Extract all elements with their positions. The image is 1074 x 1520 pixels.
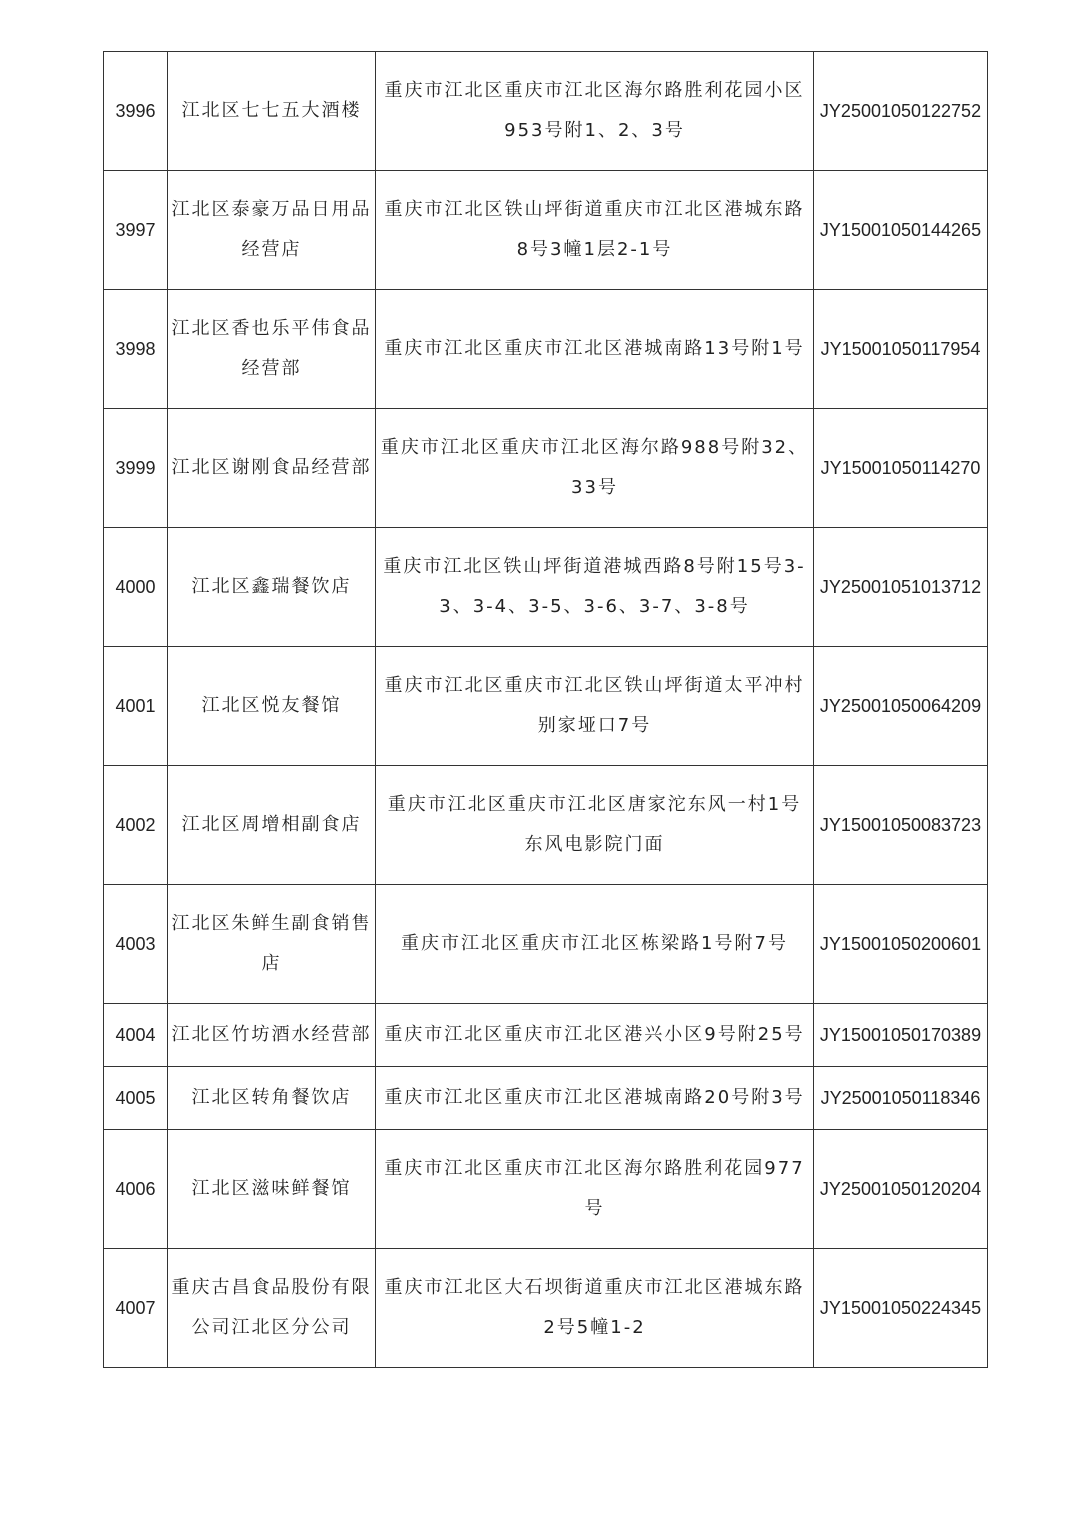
business-address: 重庆市江北区重庆市江北区港城南路20号附3号: [376, 1067, 814, 1130]
row-number: 3998: [104, 290, 168, 409]
table-row: [104, 52, 988, 171]
business-address: 重庆市江北区重庆市江北区港兴小区9号附25号: [376, 1004, 814, 1067]
business-address: 重庆市江北区铁山坪街道重庆市江北区港城东路8号3幢1层2-1号: [376, 171, 814, 290]
business-name: 江北区滋味鲜餐馆: [168, 1130, 376, 1249]
row-number: 3997: [104, 171, 168, 290]
row-number: 4000: [104, 528, 168, 647]
row-number: 3996: [104, 52, 168, 171]
business-name: 江北区转角餐饮店: [168, 1067, 376, 1130]
business-address: 重庆市江北区重庆市江北区唐家沱东风一村1号东风电影院门面: [376, 766, 814, 885]
row-number: 4007: [104, 1249, 168, 1368]
business-address: 重庆市江北区重庆市江北区海尔路988号附32、33号: [376, 409, 814, 528]
license-number: JY15001050144265: [814, 171, 988, 290]
row-number: 4005: [104, 1067, 168, 1130]
table-row: [104, 1067, 988, 1130]
business-name: 江北区香也乐平伟食品经营部: [168, 290, 376, 409]
table-row: [104, 1249, 988, 1368]
business-license-table: [103, 51, 988, 1368]
business-name: 重庆古昌食品股份有限公司江北区分公司: [168, 1249, 376, 1368]
business-name: 江北区谢刚食品经营部: [168, 409, 376, 528]
business-name: 江北区朱鲜生副食销售店: [168, 885, 376, 1004]
license-number: JY15001050170389: [814, 1004, 988, 1067]
license-number: JY15001050200601: [814, 885, 988, 1004]
business-name: 江北区七七五大酒楼: [168, 52, 376, 171]
table-row: [104, 766, 988, 885]
business-address: 重庆市江北区重庆市江北区铁山坪街道太平冲村别家垭口7号: [376, 647, 814, 766]
row-number: 4001: [104, 647, 168, 766]
table-row: [104, 409, 988, 528]
license-number: JY25001050120204: [814, 1130, 988, 1249]
business-name: 江北区鑫瑞餐饮店: [168, 528, 376, 647]
row-number: 4004: [104, 1004, 168, 1067]
business-name: 江北区周增相副食店: [168, 766, 376, 885]
table-row: [104, 647, 988, 766]
business-address: 重庆市江北区大石坝街道重庆市江北区港城东路2号5幢1-2: [376, 1249, 814, 1368]
license-number: JY25001050118346: [814, 1067, 988, 1130]
license-number: JY15001050117954: [814, 290, 988, 409]
table-row: [104, 528, 988, 647]
license-number: JY15001050114270: [814, 409, 988, 528]
license-number: JY15001050083723: [814, 766, 988, 885]
row-number: 4006: [104, 1130, 168, 1249]
table-row: [104, 1130, 988, 1249]
business-address: 重庆市江北区重庆市江北区港城南路13号附1号: [376, 290, 814, 409]
row-number: 4003: [104, 885, 168, 1004]
table-row: [104, 290, 988, 409]
business-address: 重庆市江北区铁山坪街道港城西路8号附15号3-3、3-4、3-5、3-6、3-7、3-8号: [376, 528, 814, 647]
table-row: [104, 1004, 988, 1067]
business-name: 江北区悦友餐馆: [168, 647, 376, 766]
business-address: 重庆市江北区重庆市江北区栋梁路1号附7号: [376, 885, 814, 1004]
business-address: 重庆市江北区重庆市江北区海尔路胜利花园小区953号附1、2、3号: [376, 52, 814, 171]
row-number: 3999: [104, 409, 168, 528]
license-number: JY25001050122752: [814, 52, 988, 171]
table-row: [104, 885, 988, 1004]
license-number: JY25001051013712: [814, 528, 988, 647]
license-number: JY15001050224345: [814, 1249, 988, 1368]
row-number: 4002: [104, 766, 168, 885]
license-number: JY25001050064209: [814, 647, 988, 766]
business-name: 江北区竹坊酒水经营部: [168, 1004, 376, 1067]
business-address: 重庆市江北区重庆市江北区海尔路胜利花园977号: [376, 1130, 814, 1249]
table-row: [104, 171, 988, 290]
business-name: 江北区泰豪万品日用品经营店: [168, 171, 376, 290]
